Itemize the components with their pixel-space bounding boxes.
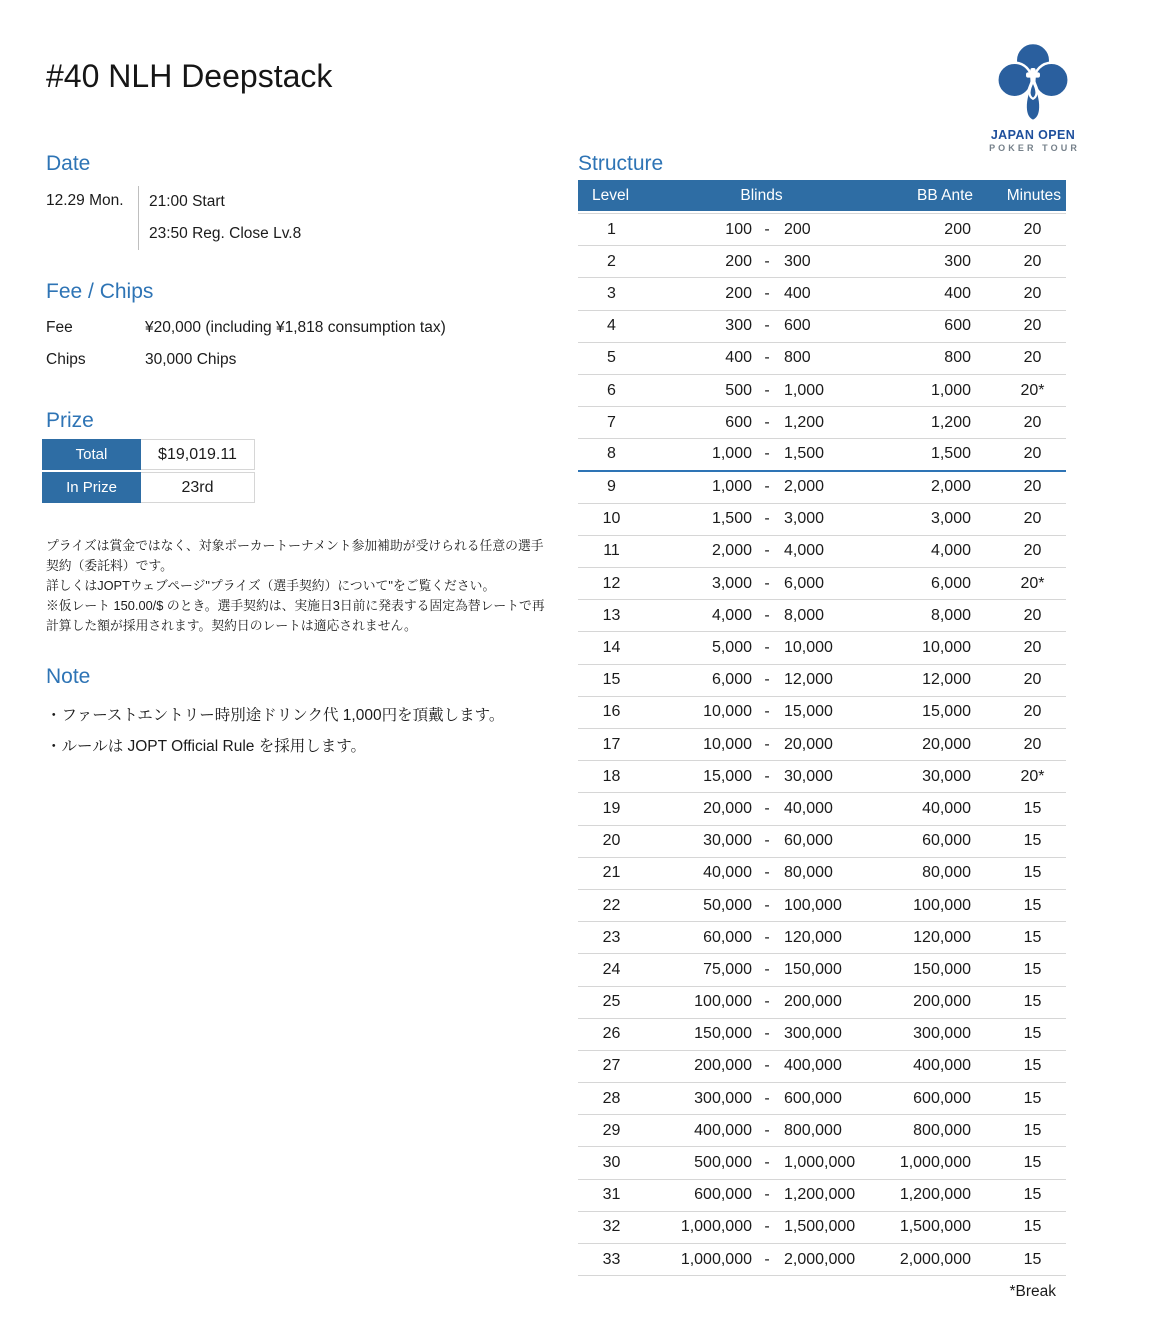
table-row <box>578 1019 1066 1051</box>
small-blind-cell: 100,000 <box>694 993 752 1011</box>
minutes-cell: 15 <box>1023 799 1042 817</box>
small-blind-cell: 5,000 <box>711 639 752 657</box>
level-cell: 30 <box>602 1154 621 1172</box>
level-cell: 5 <box>607 349 616 367</box>
fee-label: Fee <box>46 319 73 336</box>
minutes-cell: 20 <box>1023 606 1042 624</box>
small-blind-cell: 40,000 <box>703 864 752 882</box>
level-cell: 24 <box>602 960 621 978</box>
prize-heading: Prize <box>46 409 94 432</box>
table-row <box>578 439 1066 471</box>
prize-section <box>42 408 255 505</box>
small-blind-cell: 200 <box>725 284 752 302</box>
small-blind-cell: 400,000 <box>694 1121 752 1139</box>
table-row <box>578 697 1066 729</box>
minutes-cell: 20 <box>1023 413 1042 431</box>
blinds-dash: - <box>764 478 770 496</box>
minutes-cell: 15 <box>1023 1250 1042 1268</box>
big-blind-cell: 1,200 <box>784 413 825 431</box>
blinds-dash: - <box>764 1250 770 1268</box>
small-blind-cell: 150,000 <box>694 1025 752 1043</box>
minutes-cell: 20 <box>1023 317 1042 335</box>
minutes-cell: 15 <box>1023 1025 1042 1043</box>
minutes-cell: 20 <box>1023 671 1042 689</box>
blinds-dash: - <box>764 542 770 560</box>
table-row <box>578 375 1066 407</box>
structure-table-body <box>578 213 1066 1276</box>
blinds-dash: - <box>764 445 770 463</box>
table-row <box>578 665 1066 697</box>
bb-ante-cell: 80,000 <box>922 864 971 882</box>
bb-ante-cell: 2,000,000 <box>899 1250 971 1268</box>
level-cell: 28 <box>602 1089 621 1107</box>
small-blind-cell: 50,000 <box>703 896 752 914</box>
level-cell: 14 <box>602 639 621 657</box>
bb-ante-cell: 1,500,000 <box>899 1218 971 1236</box>
small-blind-cell: 15,000 <box>703 767 752 785</box>
minutes-cell: 20 <box>1023 510 1042 528</box>
small-blind-cell: 200 <box>725 252 752 270</box>
big-blind-cell: 6,000 <box>784 574 825 592</box>
table-row <box>578 761 1066 793</box>
level-cell: 1 <box>607 220 616 238</box>
big-blind-cell: 8,000 <box>784 606 825 624</box>
level-cell: 9 <box>607 478 616 496</box>
column-header-minutes: Minutes <box>1006 186 1061 204</box>
blinds-dash: - <box>764 1154 770 1172</box>
blinds-dash: - <box>764 1025 770 1043</box>
table-row <box>578 343 1066 375</box>
table-row <box>578 407 1066 439</box>
disclaimer-line-2: 詳しくはJOPTウェブページ"プライズ（選手契約）について"をご覧ください。 <box>46 578 496 593</box>
big-blind-cell: 2,000 <box>784 478 825 496</box>
minutes-cell: 15 <box>1023 1186 1042 1204</box>
table-row <box>578 922 1066 954</box>
minutes-cell: 20* <box>1020 574 1045 592</box>
minutes-cell: 15 <box>1023 960 1042 978</box>
big-blind-cell: 100,000 <box>784 896 842 914</box>
bb-ante-cell: 60,000 <box>922 832 971 850</box>
blinds-dash: - <box>764 960 770 978</box>
level-cell: 18 <box>602 767 621 785</box>
level-cell: 29 <box>602 1121 621 1139</box>
minutes-cell: 20 <box>1023 735 1042 753</box>
minutes-cell: 15 <box>1023 1089 1042 1107</box>
big-blind-cell: 80,000 <box>784 864 833 882</box>
bb-ante-cell: 150,000 <box>913 960 971 978</box>
blinds-dash: - <box>764 574 770 592</box>
blinds-dash: - <box>764 928 770 946</box>
blinds-dash: - <box>764 1186 770 1204</box>
big-blind-cell: 600 <box>784 317 811 335</box>
prize-inprize-row <box>42 472 255 503</box>
minutes-cell: 15 <box>1023 1218 1042 1236</box>
logo-text-poker-tour: POKER TOUR <box>989 143 1080 153</box>
bb-ante-cell: 100,000 <box>913 896 971 914</box>
fee-chips-heading: Fee / Chips <box>46 280 154 303</box>
club-droplet-icon <box>992 38 1074 126</box>
table-row <box>578 1147 1066 1179</box>
note-item-rule: ・ルールは JOPT Official Rule を採用します。 <box>46 737 366 755</box>
column-header-bb-ante: BB Ante <box>916 186 973 204</box>
blinds-dash: - <box>764 510 770 528</box>
note-section <box>46 664 566 760</box>
structure-heading: Structure <box>578 152 664 175</box>
bb-ante-cell: 400,000 <box>913 1057 971 1075</box>
big-blind-cell: 200 <box>784 220 811 238</box>
blinds-dash: - <box>764 606 770 624</box>
minutes-cell: 20 <box>1023 703 1042 721</box>
big-blind-cell: 600,000 <box>784 1089 842 1107</box>
bb-ante-cell: 1,200 <box>930 413 971 431</box>
big-blind-cell: 120,000 <box>784 928 842 946</box>
big-blind-cell: 15,000 <box>784 703 833 721</box>
minutes-cell: 15 <box>1023 864 1042 882</box>
small-blind-cell: 600 <box>725 413 752 431</box>
bb-ante-cell: 3,000 <box>930 510 971 528</box>
table-row <box>578 890 1066 922</box>
break-footnote: *Break <box>1009 1283 1056 1301</box>
big-blind-cell: 2,000,000 <box>784 1250 856 1268</box>
bb-ante-cell: 1,000 <box>930 381 971 399</box>
bb-ante-cell: 1,200,000 <box>899 1186 971 1204</box>
jopt-logo <box>984 38 1082 153</box>
bb-ante-cell: 2,000 <box>930 478 971 496</box>
chips-value: 30,000 Chips <box>145 351 237 368</box>
level-cell: 15 <box>602 671 621 689</box>
blinds-dash: - <box>764 1121 770 1139</box>
big-blind-cell: 30,000 <box>784 767 833 785</box>
small-blind-cell: 500,000 <box>694 1154 752 1172</box>
small-blind-cell: 10,000 <box>703 735 752 753</box>
logo-text-japan-open: JAPAN OPEN <box>990 128 1076 142</box>
big-blind-cell: 800,000 <box>784 1121 842 1139</box>
table-row <box>578 1212 1066 1244</box>
bb-ante-cell: 300,000 <box>913 1025 971 1043</box>
blinds-dash: - <box>764 381 770 399</box>
minutes-cell: 20 <box>1023 639 1042 657</box>
small-blind-cell: 10,000 <box>703 703 752 721</box>
minutes-cell: 20 <box>1023 542 1042 560</box>
table-row <box>578 1051 1066 1083</box>
table-row <box>578 858 1066 890</box>
big-blind-cell: 300 <box>784 252 811 270</box>
level-cell: 25 <box>602 993 621 1011</box>
table-row <box>578 600 1066 632</box>
column-header-blinds: Blinds <box>740 186 783 204</box>
blinds-dash: - <box>764 832 770 850</box>
blinds-dash: - <box>764 252 770 270</box>
disclaimer-line-3: ※仮レート 150.00/$ のとき。選手契約は、実施日3日前に発表する固定為替レートで再計算した額が採用されます。契約日のレートは適応されません。 <box>46 598 545 633</box>
bb-ante-cell: 6,000 <box>930 574 971 592</box>
table-row <box>578 793 1066 825</box>
small-blind-cell: 300,000 <box>694 1089 752 1107</box>
blinds-dash: - <box>764 896 770 914</box>
big-blind-cell: 400,000 <box>784 1057 842 1075</box>
prize-total-row <box>42 439 255 470</box>
level-cell: 17 <box>602 735 621 753</box>
prize-inprize-value: 23rd <box>141 472 255 503</box>
note-item-drink: ・ファーストエントリー時別途ドリンク代 1,000円を頂戴します。 <box>46 706 505 724</box>
big-blind-cell: 12,000 <box>784 671 833 689</box>
small-blind-cell: 30,000 <box>703 832 752 850</box>
level-cell: 21 <box>602 864 621 882</box>
small-blind-cell: 500 <box>725 381 752 399</box>
column-header-level: Level <box>592 186 630 204</box>
minutes-cell: 15 <box>1023 1154 1042 1172</box>
level-cell: 32 <box>602 1218 621 1236</box>
small-blind-cell: 4,000 <box>711 606 752 624</box>
level-cell: 26 <box>602 1025 621 1043</box>
bb-ante-cell: 1,000,000 <box>899 1154 971 1172</box>
table-row <box>578 1115 1066 1147</box>
minutes-cell: 20 <box>1023 478 1042 496</box>
minutes-cell: 15 <box>1023 993 1042 1011</box>
bb-ante-cell: 200 <box>944 220 971 238</box>
level-cell: 33 <box>602 1250 621 1268</box>
prize-total-label: Total <box>42 439 141 470</box>
level-cell: 7 <box>607 413 616 431</box>
big-blind-cell: 1,000 <box>784 381 825 399</box>
bb-ante-cell: 40,000 <box>922 799 971 817</box>
bb-ante-cell: 800 <box>944 349 971 367</box>
blinds-dash: - <box>764 671 770 689</box>
bb-ante-cell: 800,000 <box>913 1121 971 1139</box>
small-blind-cell: 1,000,000 <box>680 1218 752 1236</box>
prize-table <box>42 439 255 503</box>
big-blind-cell: 1,500 <box>784 445 825 463</box>
bb-ante-cell: 20,000 <box>922 735 971 753</box>
minutes-cell: 15 <box>1023 896 1042 914</box>
level-cell: 19 <box>602 799 621 817</box>
table-row <box>578 826 1066 858</box>
minutes-cell: 15 <box>1023 1121 1042 1139</box>
structure-table-header <box>578 180 1066 211</box>
level-cell: 2 <box>607 252 616 270</box>
level-cell: 22 <box>602 896 621 914</box>
level-cell: 12 <box>602 574 621 592</box>
blinds-dash: - <box>764 349 770 367</box>
table-row <box>578 568 1066 600</box>
level-cell: 4 <box>607 317 616 335</box>
level-cell: 6 <box>607 381 616 399</box>
chips-row <box>46 344 546 376</box>
blinds-dash: - <box>764 639 770 657</box>
small-blind-cell: 600,000 <box>694 1186 752 1204</box>
big-blind-cell: 1,500,000 <box>784 1218 856 1236</box>
prize-inprize-label: In Prize <box>42 472 141 503</box>
table-row <box>578 311 1066 343</box>
table-row <box>578 987 1066 1019</box>
big-blind-cell: 4,000 <box>784 542 825 560</box>
level-cell: 13 <box>602 606 621 624</box>
bb-ante-cell: 400 <box>944 284 971 302</box>
minutes-cell: 15 <box>1023 832 1042 850</box>
bb-ante-cell: 600,000 <box>913 1089 971 1107</box>
bb-ante-cell: 1,500 <box>930 445 971 463</box>
bb-ante-cell: 200,000 <box>913 993 971 1011</box>
prize-disclaimer <box>46 536 548 636</box>
note-heading: Note <box>46 665 91 688</box>
big-blind-cell: 1,000,000 <box>784 1154 856 1172</box>
page-title: #40 NLH Deepstack <box>46 58 333 94</box>
structure-section <box>578 151 1066 1301</box>
table-row <box>578 246 1066 278</box>
table-row <box>578 729 1066 761</box>
blinds-dash: - <box>764 1057 770 1075</box>
level-cell: 20 <box>602 832 621 850</box>
big-blind-cell: 10,000 <box>784 639 833 657</box>
date-section <box>46 151 546 250</box>
minutes-cell: 20 <box>1023 349 1042 367</box>
small-blind-cell: 3,000 <box>711 574 752 592</box>
small-blind-cell: 75,000 <box>703 960 752 978</box>
level-cell: 31 <box>602 1186 621 1204</box>
small-blind-cell: 6,000 <box>711 671 752 689</box>
small-blind-cell: 100 <box>725 220 752 238</box>
table-row <box>578 1180 1066 1212</box>
minutes-cell: 20 <box>1023 252 1042 270</box>
blinds-dash: - <box>764 220 770 238</box>
small-blind-cell: 1,000 <box>711 445 752 463</box>
big-blind-cell: 3,000 <box>784 510 825 528</box>
bb-ante-cell: 30,000 <box>922 767 971 785</box>
table-row <box>578 954 1066 986</box>
start-time: 21:00 Start <box>149 193 225 210</box>
table-row <box>578 472 1066 504</box>
level-cell: 16 <box>602 703 621 721</box>
level-cell: 10 <box>602 510 621 528</box>
date-value: 12.29 Mon. <box>46 192 124 209</box>
blinds-dash: - <box>764 1089 770 1107</box>
small-blind-cell: 1,000,000 <box>680 1250 752 1268</box>
blinds-dash: - <box>764 317 770 335</box>
minutes-cell: 20 <box>1023 445 1042 463</box>
small-blind-cell: 400 <box>725 349 752 367</box>
blinds-dash: - <box>764 1218 770 1236</box>
table-row <box>578 214 1066 246</box>
table-row <box>578 1244 1066 1276</box>
big-blind-cell: 1,200,000 <box>784 1186 856 1204</box>
blinds-dash: - <box>764 993 770 1011</box>
blinds-dash: - <box>764 799 770 817</box>
bb-ante-cell: 4,000 <box>930 542 971 560</box>
blinds-dash: - <box>764 767 770 785</box>
date-divider <box>138 186 139 250</box>
bb-ante-cell: 12,000 <box>922 671 971 689</box>
big-blind-cell: 150,000 <box>784 960 842 978</box>
level-cell: 8 <box>607 445 616 463</box>
table-row <box>578 536 1066 568</box>
fee-row <box>46 312 546 344</box>
small-blind-cell: 1,500 <box>711 510 752 528</box>
minutes-cell: 20 <box>1023 284 1042 302</box>
bb-ante-cell: 120,000 <box>913 928 971 946</box>
date-heading: Date <box>46 152 91 175</box>
blinds-dash: - <box>764 735 770 753</box>
minutes-cell: 20 <box>1023 220 1042 238</box>
bb-ante-cell: 15,000 <box>922 703 971 721</box>
big-blind-cell: 60,000 <box>784 832 833 850</box>
bb-ante-cell: 8,000 <box>930 606 971 624</box>
big-blind-cell: 800 <box>784 349 811 367</box>
table-row <box>578 632 1066 664</box>
blinds-dash: - <box>764 413 770 431</box>
minutes-cell: 20* <box>1020 767 1045 785</box>
fee-value: ¥20,000 (including ¥1,818 consumption tax) <box>145 319 446 336</box>
big-blind-cell: 200,000 <box>784 993 842 1011</box>
small-blind-cell: 2,000 <box>711 542 752 560</box>
level-cell: 27 <box>602 1057 621 1075</box>
small-blind-cell: 200,000 <box>694 1057 752 1075</box>
minutes-cell: 20* <box>1020 381 1045 399</box>
table-row <box>578 504 1066 536</box>
table-row <box>578 278 1066 310</box>
level-cell: 3 <box>607 284 616 302</box>
bb-ante-cell: 600 <box>944 317 971 335</box>
small-blind-cell: 300 <box>725 317 752 335</box>
level-cell: 23 <box>602 928 621 946</box>
blinds-dash: - <box>764 284 770 302</box>
table-row <box>578 1083 1066 1115</box>
big-blind-cell: 40,000 <box>784 799 833 817</box>
prize-total-value: $19,019.11 <box>141 439 255 470</box>
small-blind-cell: 20,000 <box>703 799 752 817</box>
chips-label: Chips <box>46 351 86 368</box>
minutes-cell: 15 <box>1023 928 1042 946</box>
big-blind-cell: 400 <box>784 284 811 302</box>
fee-chips-section <box>46 279 546 376</box>
blinds-dash: - <box>764 864 770 882</box>
bb-ante-cell: 10,000 <box>922 639 971 657</box>
level-cell: 11 <box>603 542 620 560</box>
disclaimer-line-1: プライズは賞金ではなく、対象ポーカートーナメント参加補助が受けられる任意の選手契約（委託料）です。 <box>46 538 544 573</box>
minutes-cell: 15 <box>1023 1057 1042 1075</box>
blinds-dash: - <box>764 703 770 721</box>
small-blind-cell: 60,000 <box>703 928 752 946</box>
reg-close-time: 23:50 Reg. Close Lv.8 <box>149 225 302 242</box>
small-blind-cell: 1,000 <box>711 478 752 496</box>
big-blind-cell: 20,000 <box>784 735 833 753</box>
big-blind-cell: 300,000 <box>784 1025 842 1043</box>
bb-ante-cell: 300 <box>944 252 971 270</box>
